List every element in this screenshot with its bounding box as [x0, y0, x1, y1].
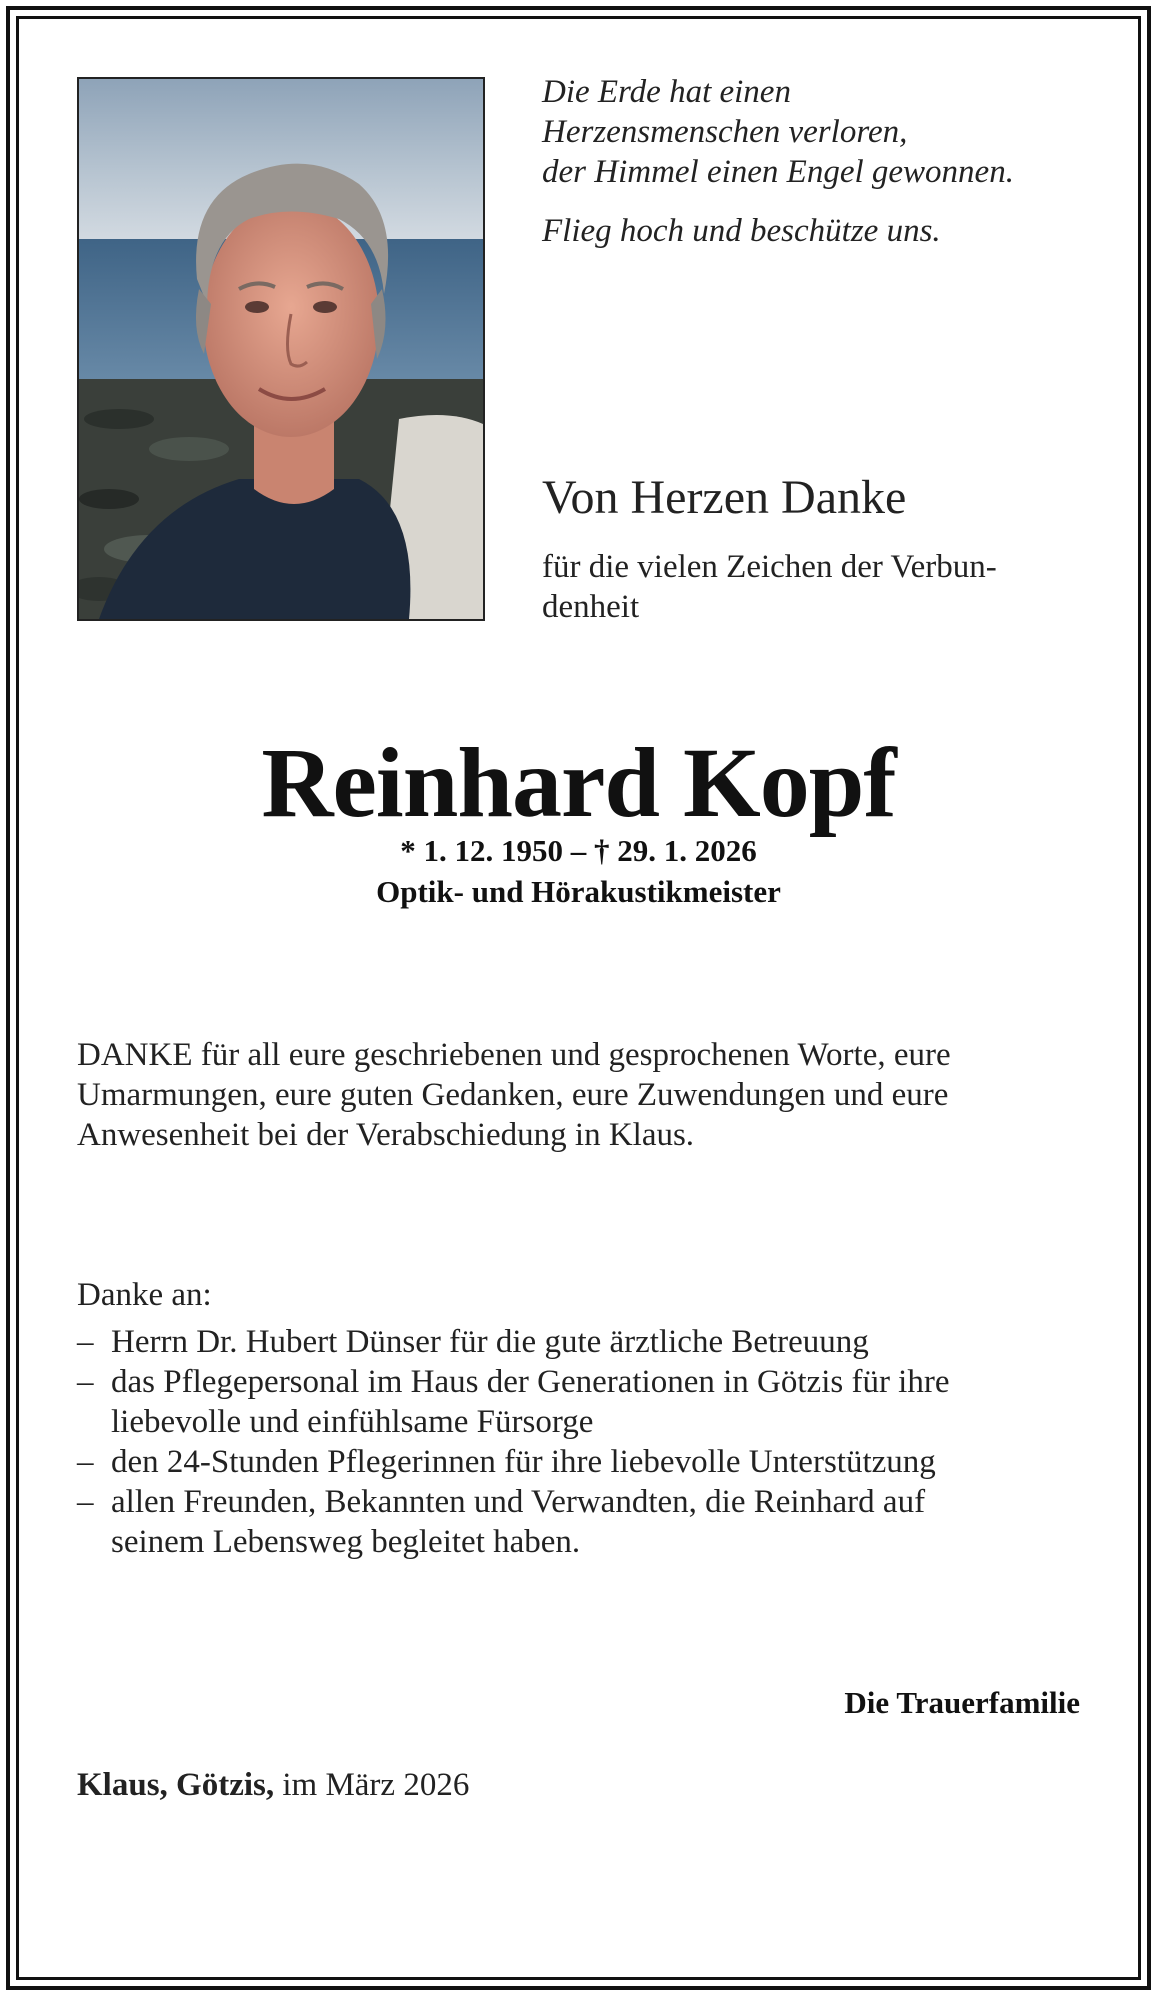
places: Klaus, Götzis, — [77, 1767, 275, 1803]
quote-closing: Flieg hoch und beschütze uns. — [542, 213, 941, 249]
life-dates: * 1. 12. 1950 – † 29. 1. 2026 — [400, 833, 757, 868]
message-line: Umarmungen, eure guten Gedanken, eure Zuwendungen und eure — [77, 1077, 949, 1113]
gratitude-line: denheit — [542, 589, 640, 625]
thanks-list — [77, 1322, 1082, 1562]
thanks-intro: Danke an: — [77, 1277, 212, 1313]
list-item-line: seinem Lebensweg begleitet haben. — [111, 1524, 581, 1560]
dash-bullet: – — [77, 1484, 94, 1520]
place-and-date — [77, 1765, 469, 1805]
family-signature: Die Trauerfamilie — [844, 1685, 1080, 1720]
list-item-line: Herrn Dr. Hubert Dünser für die gute ärztliche Betreuung — [111, 1324, 869, 1360]
list-item — [77, 1362, 1082, 1442]
quote-line: Herzensmenschen verloren, — [542, 114, 908, 150]
list-item-line: allen Freunden, Bekannten und Verwandten, die Reinhard auf — [111, 1484, 926, 1520]
list-item-line: liebevolle und einfühlsame Fürsorge — [111, 1404, 594, 1440]
memorial-quote — [542, 72, 1102, 251]
portrait-photo — [77, 77, 485, 621]
portrait-image — [79, 79, 483, 619]
date-text: im März 2026 — [274, 1767, 470, 1803]
profession: Optik- und Hörakustikmeister — [376, 874, 781, 909]
quote-line: der Himmel einen Engel gewonnen. — [542, 154, 1014, 190]
list-item-line: den 24-Stunden Pflegerinnen für ihre liebevolle Unterstützung — [111, 1444, 936, 1480]
list-item — [77, 1322, 1082, 1362]
list-item — [77, 1482, 1082, 1562]
list-item — [77, 1442, 1082, 1482]
thanks-message — [77, 1035, 1082, 1155]
message-line: DANKE für all eure geschriebenen und gesprochenen Worte, eure — [77, 1037, 951, 1073]
deceased-name: Reinhard Kopf — [261, 727, 896, 838]
message-line: Anwesenheit bei der Verabschiedung in Klaus. — [77, 1117, 695, 1153]
gratitude-line: für die vielen Zeichen der Verbun- — [542, 549, 997, 585]
dash-bullet: – — [77, 1444, 94, 1480]
list-item-line: das Pflegepersonal im Haus der Generationen in Götzis für ihre — [111, 1364, 950, 1400]
quote-line: Die Erde hat einen — [542, 74, 791, 110]
gratitude-text — [542, 547, 1102, 627]
gratitude-heading: Von Herzen Danke — [542, 471, 907, 524]
dash-bullet: – — [77, 1364, 94, 1400]
dash-bullet: – — [77, 1324, 94, 1360]
